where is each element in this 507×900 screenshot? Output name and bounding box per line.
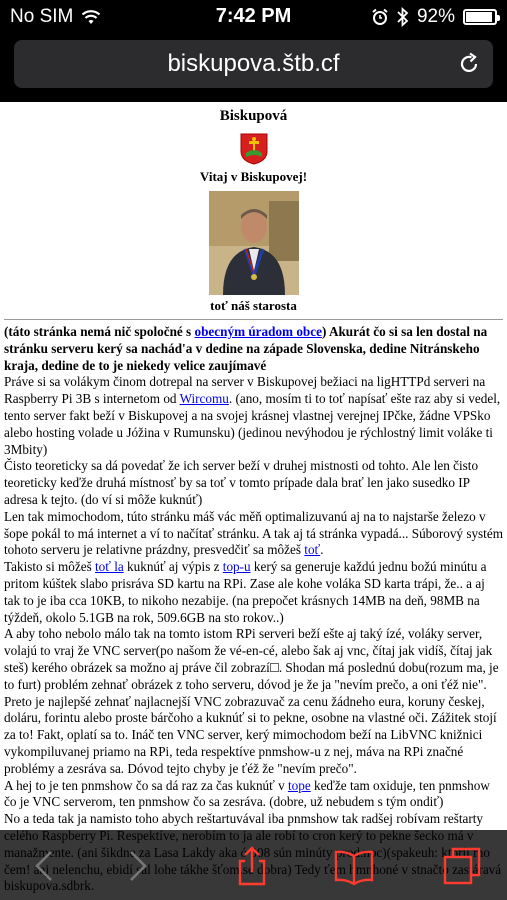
welcome-heading: Vitaj v Biskupovej! xyxy=(199,169,308,184)
tabs-icon[interactable] xyxy=(442,846,482,886)
bluetooth-icon xyxy=(397,7,409,27)
url-text[interactable]: biskupova.štb.cf xyxy=(167,50,340,77)
intro-text-1: (táto stránka nemá nič spoločné s xyxy=(4,324,195,339)
paragraph-vnc xyxy=(4,626,503,777)
p6-text-1: A hej to je ten pnmshow čo sa dá raz za čas kuknúť v xyxy=(4,777,288,793)
p4-text-3: kerý sa generuje každú jednu božú minútu a pritom kúštek slabo prisráva SD kartu na RPi. Zase ale kohe voláka SD karta trápi, že.. a aj tak to je iba cca 10KB, to nikoho nezabije. (na prepočet krásnych 14MB na deň, 98MB na týždeň, okolo 5.1GB na rok, 509.6GB na sto rokov..) xyxy=(4,559,487,625)
intro-text-2: ) Akurát čo si sa len dostal na stránku serveru kerý sa nachád'a v dedine na západe Slovenska, dedine Nitránskeho kraja, dedine de to je niekedy velice zaujímavé xyxy=(4,324,488,373)
status-bar-right xyxy=(371,6,497,28)
browser-toolbar xyxy=(0,830,507,900)
browser-header xyxy=(0,36,507,102)
p1-text-1: Práve si sa volákym činom dotrepal na server v Biskupovej bežiaci na ligHTTPd serveri na Raspberry Pi 3B s internetom od xyxy=(4,374,486,407)
p5-text-1: A aby toho nebolo málo tak na tomto istom RPi serveri beží ešte aj taký ízé, voláky server, volajú to vraj že VNC server(po našom že vé-en-cé, alebo šak aj vnc, čítaj jak vidíš, čítaj jak steš) kerého obrázek sa možno aj práve čil zobrazí xyxy=(4,626,493,675)
battery-level xyxy=(466,12,492,22)
p4-text-1: Takisto si môžeš xyxy=(4,559,96,575)
photo-caption: toť náš starosta xyxy=(210,298,297,313)
mayor-photo xyxy=(209,191,299,295)
p1-text-2: . (ano, mosím ti to toť napísať ešte raz aby si vedel, tento server fakt beží v Biskupovej a na svojej krásnej vlastnej verejnej IPčke, žádne VPSko alebo hosting volade u Jóžina v Rumunsku) (jedinou nevýhodou je rýchlostný limit voláke ti 3Mbity) xyxy=(4,391,501,457)
paragraph-top xyxy=(4,559,503,626)
tope-link[interactable]: tope xyxy=(287,777,311,793)
web-page xyxy=(0,102,507,900)
divider xyxy=(4,319,503,320)
share-icon[interactable] xyxy=(232,846,272,886)
tot-la-link[interactable]: toť la xyxy=(95,559,124,575)
reload-icon[interactable] xyxy=(457,52,481,76)
intro-paragraph xyxy=(4,324,503,374)
p5-text-2: . Shodan má poslednú dobu(rozum ma, je to furt) problém zehnať obrázek z toho serveru, dóvod je že ja "nevím prečo, a oni ťéž nie". Preto je najlepšé zehnať najlacnejší VNC zobrazuvač za cenu žádneho eura, koruny českej, doláru, forintu alebo proste bárčoho a kuknúť si to pekne, osobne na vlastné oči. Zážitek stojí za to! Fakt, oplatí sa to. Ináč ten VNC server, kerý mimochodom beží na LibVNC knižnici vykompiluvanej priamo na RPi, teda respektíve pnmshow-u z nej, máva na RPi značné problémy a zesráva sa. Dóvod tejto chyby je ťéž že "nevím prečo". xyxy=(4,659,499,776)
coat-of-arms-icon xyxy=(240,133,268,165)
municipal-office-link[interactable]: obecným úradom obce xyxy=(194,324,322,339)
carrier-label: No SIM xyxy=(10,6,74,27)
p6-text-2: keďže tam oxiduje, ten pnmshow čo je VNC serverom, ten pnmshow čo sa zesráva. (dobre, už nebudem s tým ondiť) xyxy=(4,777,490,810)
p4-text-2: kuknúť aj výpis z xyxy=(123,559,223,575)
battery-percent: 92% xyxy=(416,6,455,27)
p3-end: . xyxy=(320,542,324,558)
main-text xyxy=(0,324,507,895)
book-icon[interactable] xyxy=(334,846,374,886)
paragraph-server xyxy=(4,374,503,458)
paragraph-restart: No a teda tak ja namisto toho abych reštartuvával iba pnmshow tak radšej robívam reštarty xyxy=(4,811,483,827)
paragraph-room: Čisto teoreticky sa dá povedať že ich server beží v druhej mistnosti od tohto. Ale len čisto teoreticky keďže druhá místnosť by sa toť v tomto prípade dala brať len jako susedko IP adresa k tejto. (do ví si môže kuknúť) xyxy=(4,458,479,507)
page-title: Biskupová xyxy=(219,108,288,124)
status-bar xyxy=(0,0,507,36)
paragraph-optimization xyxy=(4,509,503,559)
chevron-right-icon[interactable] xyxy=(116,846,156,886)
filesystem-link[interactable]: toť xyxy=(304,542,321,558)
p3-text: Len tak mimochodom, túto stránku máš vác měň optimalizuvanú aj na to najstarše železo v šope pokál to má internet a ví to načítať stránku. A tak aj tá stránka vypadá... Súborový systém tohoto serveru je relativne prázdny, presvedčiť sa môžeš xyxy=(4,508,503,558)
address-bar[interactable] xyxy=(14,40,493,88)
battery-nub xyxy=(497,15,500,21)
status-time: 7:42 PM xyxy=(215,5,292,27)
vnc-image-placeholder xyxy=(270,663,279,672)
battery-icon xyxy=(463,9,497,25)
chevron-left-icon[interactable] xyxy=(26,846,66,886)
top-link[interactable]: top-u xyxy=(222,559,251,575)
alarm-icon xyxy=(371,8,389,26)
paragraph-pnmshow xyxy=(4,778,503,812)
wircom-link[interactable]: Wircomu xyxy=(179,391,229,407)
